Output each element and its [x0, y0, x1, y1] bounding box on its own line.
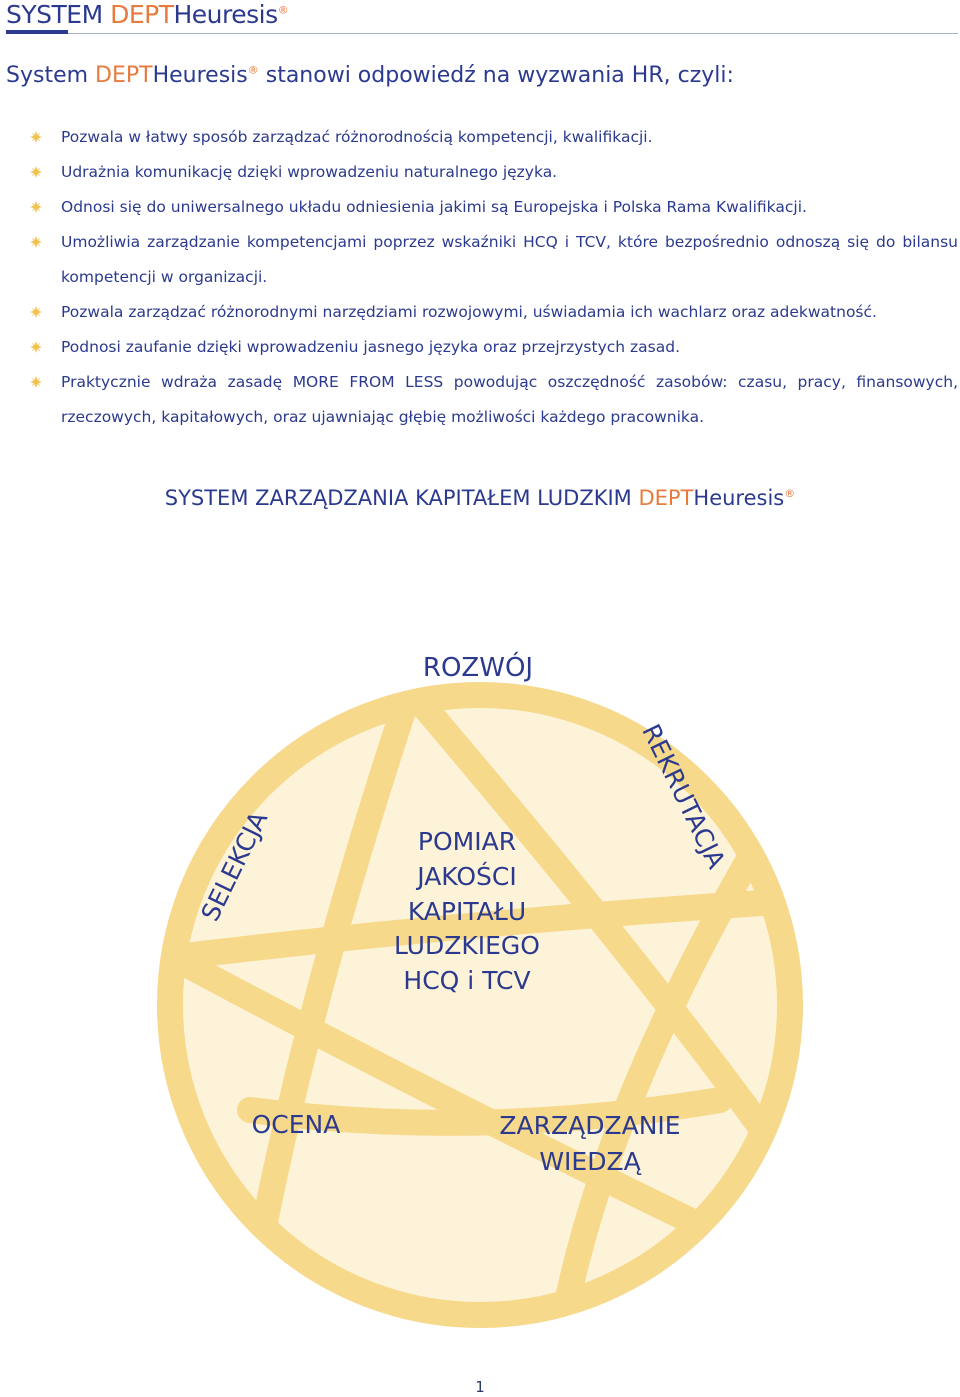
brand-part-system: SYSTEM: [6, 0, 111, 29]
brand-part-dept: DEPT: [110, 0, 174, 29]
section-title-registered-mark: ®: [784, 487, 796, 500]
subtitle-part-system: System: [6, 63, 96, 88]
label-ocena: OCENA: [251, 1110, 341, 1139]
sun-bullet-icon: [30, 306, 42, 318]
brand-logo: [6, 0, 288, 29]
sun-bullet-icon: [30, 341, 42, 353]
bullet-list: [30, 120, 958, 435]
center-line-3: KAPITAŁU: [407, 897, 527, 926]
list-item: Pozwala zarządzać różnorodnymi narzędziami rozwojowymi, uświadamia ich wachlarz oraz adekwatność.: [30, 295, 958, 330]
list-item: Udrażnia komunikację dzięki wprowadzeniu naturalnego języka.: [30, 155, 958, 190]
sun-bullet-icon: [30, 131, 42, 143]
list-item: Umożliwia zarządzanie kompetencjami poprzez wskaźniki HCQ i TCV, które bezpośrednio odnoszą się do bilansu kompetencji w organizacji.: [30, 225, 958, 295]
center-line-1: POMIAR: [417, 827, 517, 856]
sun-bullet-icon: [30, 236, 42, 248]
label-rozwoj: ROZWÓJ: [422, 653, 534, 683]
label-rekrutacja: REKRUTACJA: [636, 719, 732, 874]
section-title-heuresis: Heuresis: [693, 486, 785, 510]
label-zarzadzanie: ZARZĄDZANIE: [499, 1111, 681, 1140]
label-wiedza: WIEDZĄ: [539, 1147, 641, 1176]
registered-mark: ®: [277, 3, 289, 17]
list-item: Praktycznie wdraża zasadę MORE FROM LESS powodując oszczędność zasobów: czasu, pracy, finansowych, rzeczowych, kapitałowych, oraz ujawniając głębię możliwości każdego pracownika.: [30, 365, 958, 435]
hr-system-diagram: [0, 540, 960, 1360]
subtitle-part-dept: DEPT: [95, 63, 153, 88]
subtitle-part-heuresis: Heuresis: [152, 63, 248, 88]
brand-part-heuresis: Heuresis: [173, 0, 278, 29]
page-number: 1: [475, 1378, 485, 1396]
section-title: [0, 486, 960, 510]
section-title-main: SYSTEM ZARZĄDZANIA KAPITAŁEM LUDZKIM: [164, 486, 639, 510]
list-item: Pozwala w łatwy sposób zarządzać różnorodnością kompetencji, kwalifikacji.: [30, 120, 958, 155]
header-rule: [6, 33, 958, 34]
center-line-2: JAKOŚCI: [417, 862, 517, 891]
section-title-dept: DEPT: [638, 486, 694, 510]
center-line-5: HCQ i TCV: [403, 966, 531, 995]
list-item: Podnosi zaufanie dzięki wprowadzeniu jasnego języka oraz przejrzystych zasad.: [30, 330, 958, 365]
sun-bullet-icon: [30, 166, 42, 178]
sun-bullet-icon: [30, 376, 42, 388]
center-line-4: LUDZKIEGO: [394, 931, 540, 960]
list-item: Odnosi się do uniwersalnego układu odniesienia jakimi są Europejska i Polska Rama Kwalifikacji.: [30, 190, 958, 225]
page-subtitle: [6, 63, 734, 88]
sun-bullet-icon: [30, 201, 42, 213]
subtitle-part-rest: stanowi odpowiedź na wyzwania HR, czyli:: [258, 63, 734, 88]
subtitle-registered-mark: ®: [247, 63, 259, 77]
label-selekcja: SELEKCJA: [195, 806, 274, 926]
